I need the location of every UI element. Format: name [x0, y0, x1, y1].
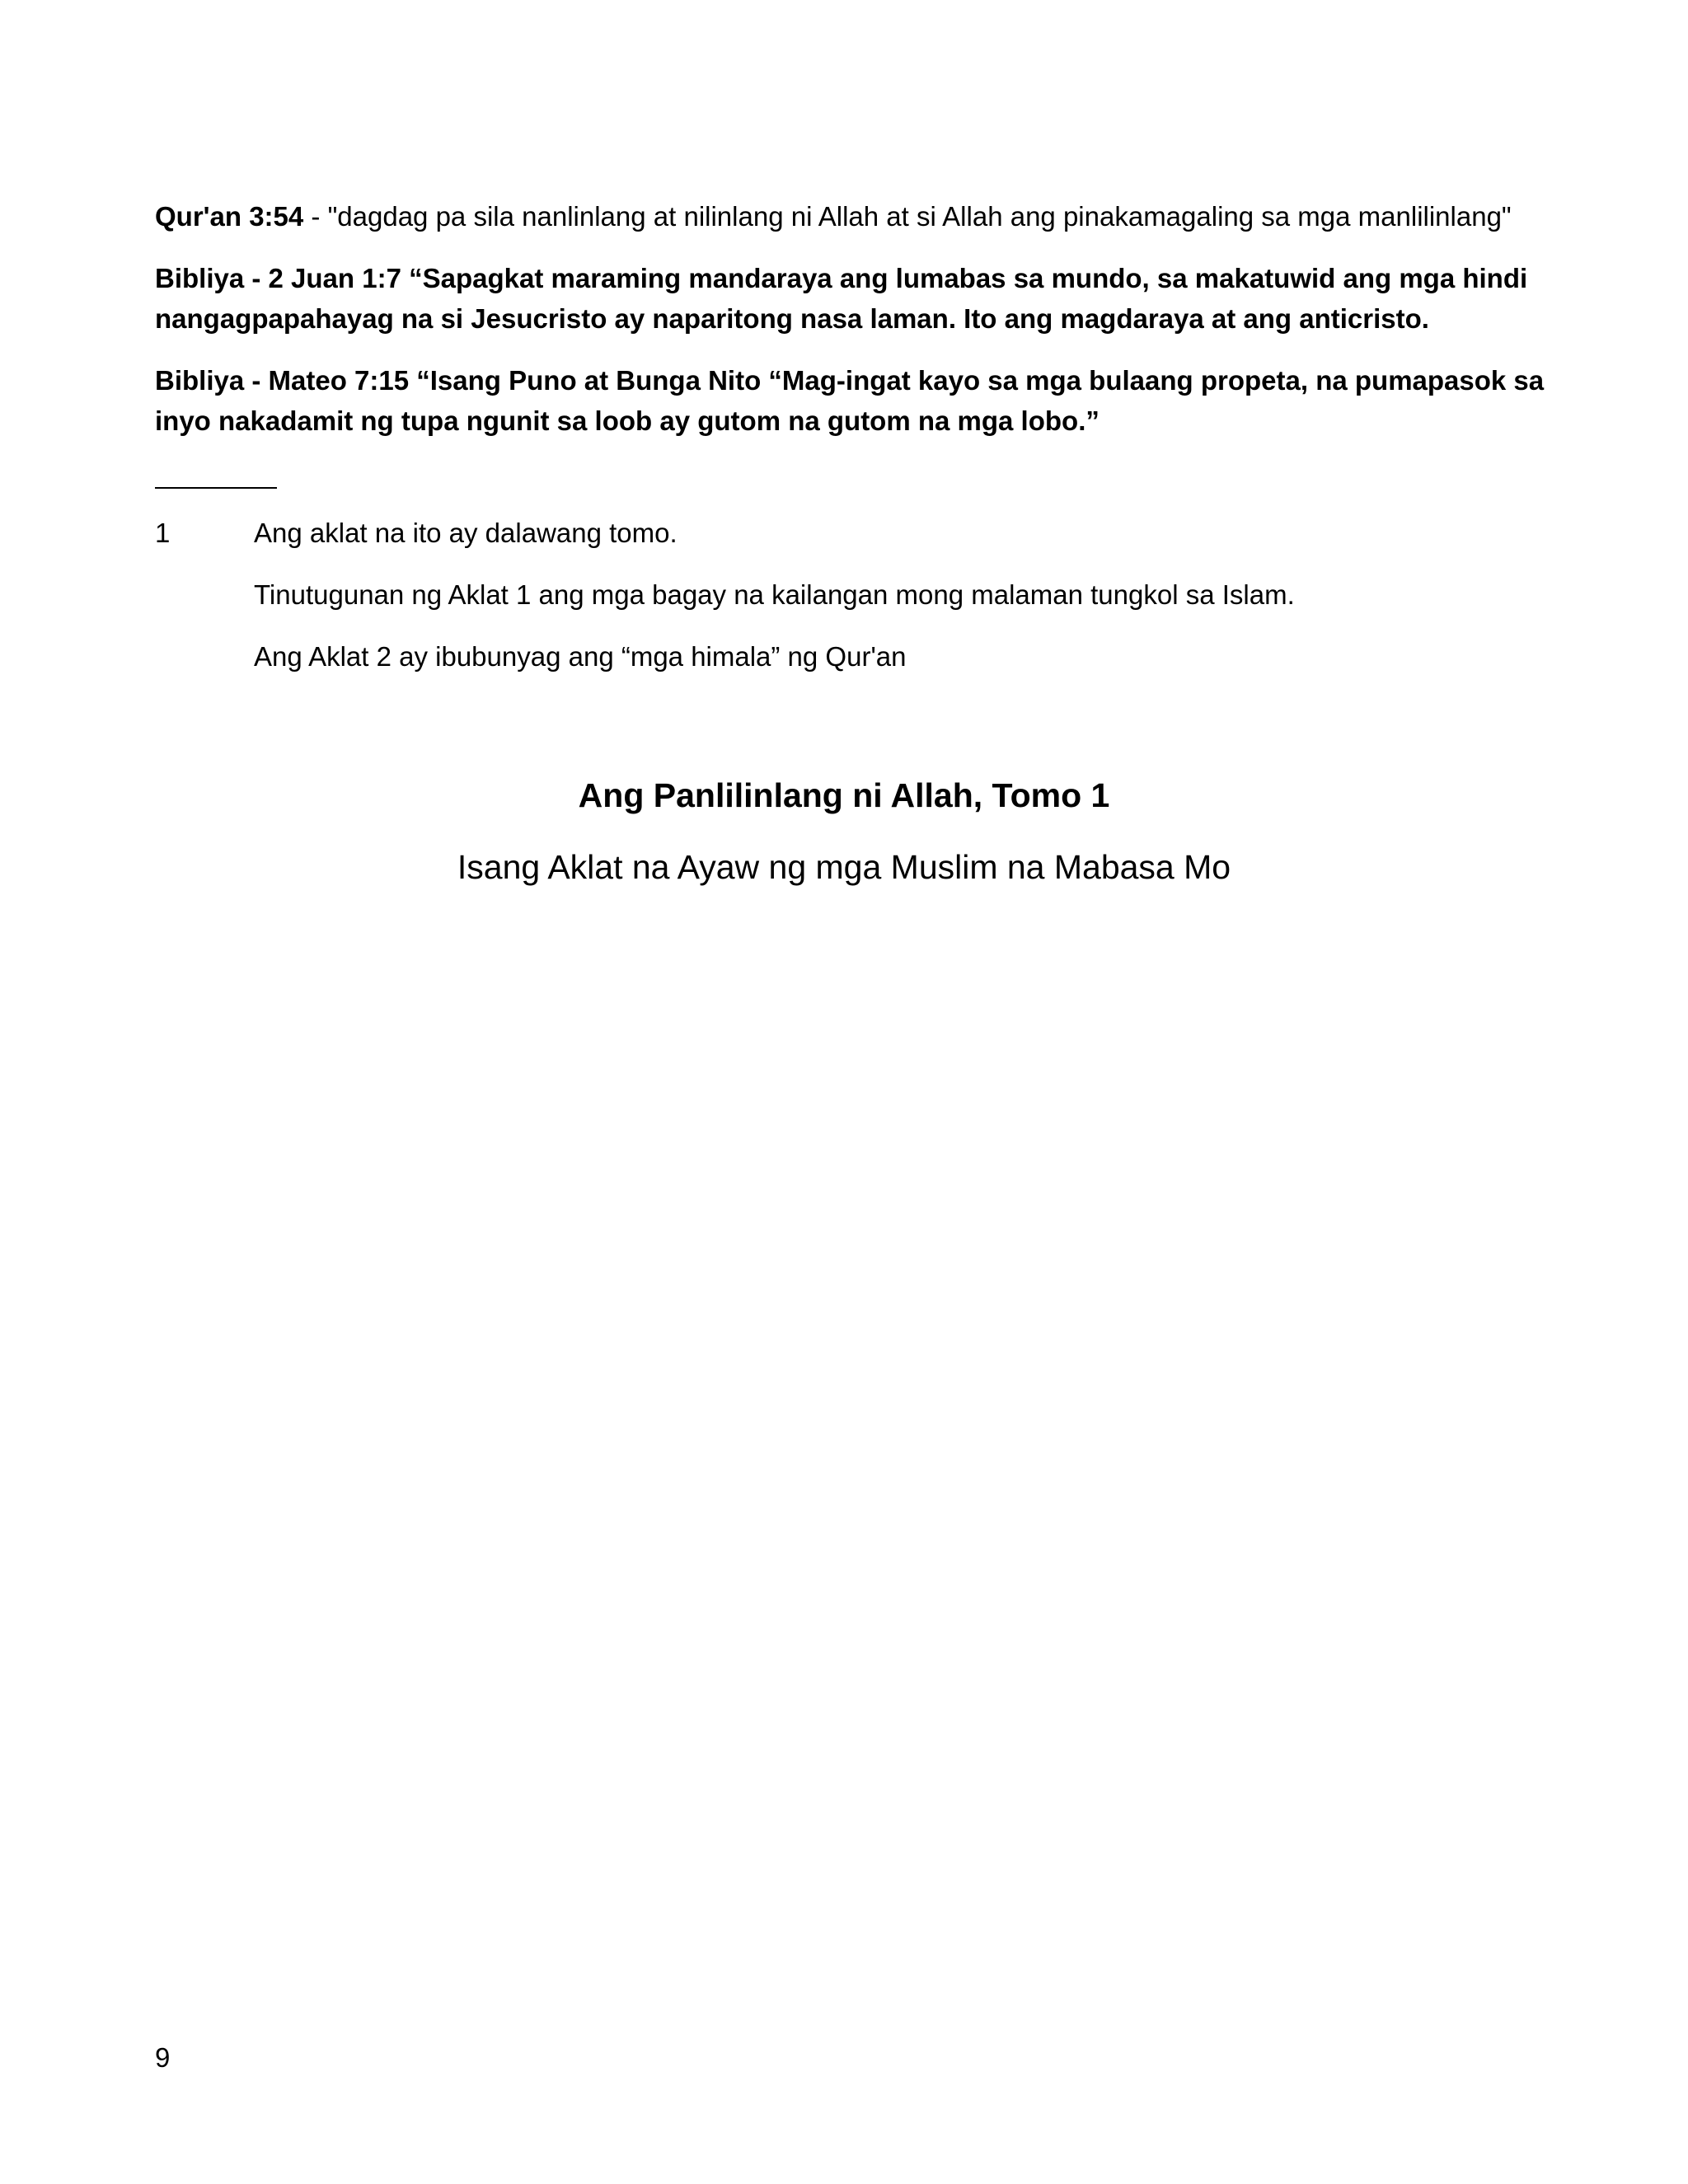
bible-quote-2-juan: Bibliya - 2 Juan 1:7 “Sapagkat maraming mandaraya ang lumabas sa mundo, sa makatuwid ang mga hindi nangagpapahayag na si Jesucristo ay naparitong nasa laman. Ito ang magdaraya at ang anticristo.: [155, 263, 1528, 334]
quran-reference: Qur'an 3:54: [155, 201, 304, 232]
quran-quote: [155, 196, 1548, 237]
page-content: [155, 196, 1548, 701]
bible-quote-mateo: Bibliya - Mateo 7:15 “Isang Puno at Bunga Nito “Mag-ingat kayo sa mga bulaang propeta, na pumapasok sa inyo nakadamit ng tupa ngunit sa loob ay gutom na gutom na mga lobo.”: [155, 365, 1545, 436]
footnote: [155, 515, 1548, 675]
footnote-body: [254, 515, 1548, 675]
quran-quote-text: - "dagdag pa sila nanlinlang at nilinlang ni Allah at si Allah ang pinakamagaling sa mga manlilinlang": [303, 201, 1512, 232]
footnote-line: Ang aklat na ito ay dalawang tomo.: [254, 518, 678, 548]
footnote-line: Tinutugunan ng Aklat 1 ang mga bagay na kailangan mong malaman tungkol sa Islam.: [254, 579, 1295, 610]
footnote-line: Ang Aklat 2 ay ibubunyag ang “mga himala” ng Qur'an: [254, 641, 907, 672]
book-title: Ang Panlilinlang ni Allah, Tomo 1: [578, 776, 1110, 814]
footnote-separator: [155, 487, 277, 489]
page-number: 9: [155, 2042, 171, 2073]
footnote-number: 1: [155, 518, 171, 548]
book-subtitle: Isang Aklat na Ayaw ng mga Muslim na Mabasa Mo: [457, 848, 1231, 886]
